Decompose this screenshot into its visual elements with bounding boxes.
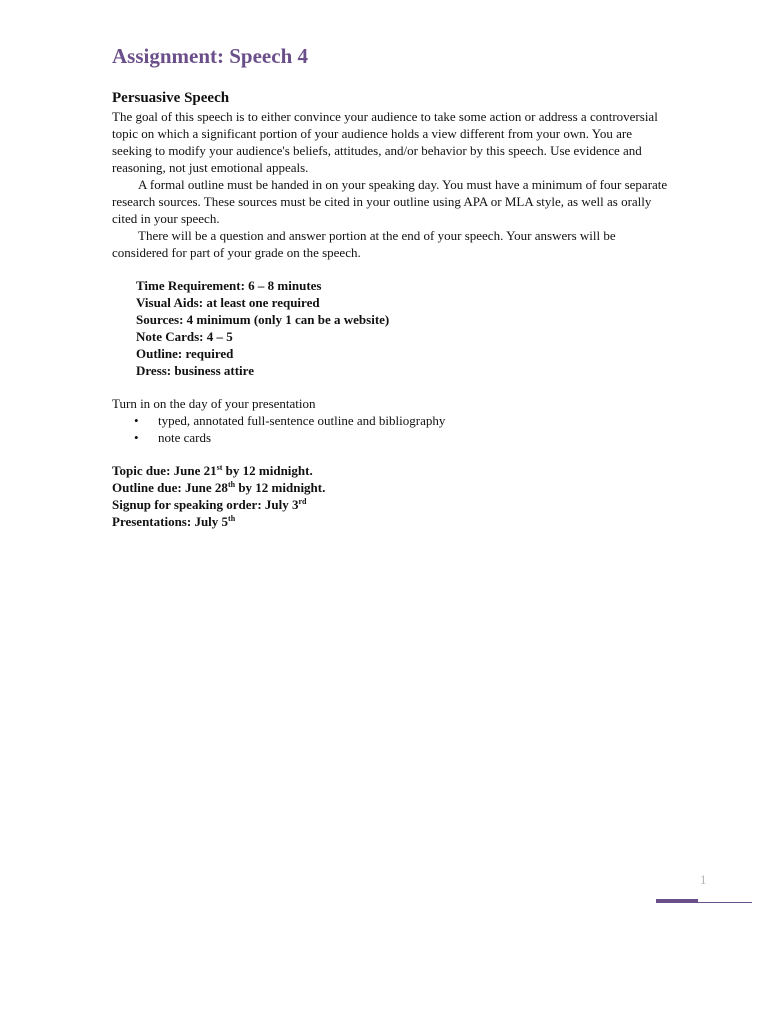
date-presentations <box>112 513 325 530</box>
requirement-item: Time Requirement: 6 – 8 minutes <box>136 278 322 293</box>
footer-accent-rule <box>656 899 698 903</box>
date-suffix: st <box>216 463 223 472</box>
turn-in-section <box>112 395 445 446</box>
body-text <box>112 108 672 261</box>
page-title: Assignment: Speech 4 <box>112 44 309 68</box>
date-outline-due <box>112 479 325 496</box>
requirement-item: Note Cards: 4 – 5 <box>136 329 233 344</box>
date-note: by 12 midnight. <box>222 463 313 478</box>
date-note: by 12 midnight. <box>235 480 326 495</box>
date-text: Signup for speaking order: July 3 <box>112 497 299 512</box>
list-item <box>112 412 445 429</box>
requirement-item: Dress: business attire <box>136 363 254 378</box>
turn-in-list <box>112 412 445 446</box>
requirement-item: Sources: 4 minimum (only 1 can be a website) <box>136 312 390 327</box>
list-item <box>112 429 445 446</box>
requirement-item: Visual Aids: at least one required <box>136 295 320 310</box>
bullet-icon: • <box>134 430 139 445</box>
list-item-text: typed, annotated full-sentence outline and bibliography <box>158 413 446 428</box>
date-suffix: th <box>227 480 236 489</box>
turn-in-heading: Turn in on the day of your presentation <box>112 396 316 411</box>
section-heading: Persuasive Speech <box>112 90 230 106</box>
date-text: Outline due: June 28 <box>112 480 228 495</box>
date-topic-due <box>112 462 325 479</box>
due-dates <box>112 462 325 530</box>
requirements-list <box>136 277 389 379</box>
date-suffix: rd <box>298 497 307 506</box>
paragraph: The goal of this speech is to either convince your audience to take some action or address a controversial topic on which a significant portion of your audience holds a view different from your own. You are seeking to modify your audience's beliefs, attitudes, and/or behavior by this speech. Use evidence and reasoning, not just emotional appeals. <box>112 109 658 175</box>
paragraph: A formal outline must be handed in on your speaking day. You must have a minimum of four separate research sources. These sources must be cited in your outline using APA or MLA style, as well as orally cited in your speech. <box>112 177 668 226</box>
paragraph: There will be a question and answer portion at the end of your speech. Your answers will be considered for part of your grade on the speech. <box>112 228 616 260</box>
footer-rule <box>698 902 752 903</box>
list-item-text: note cards <box>158 430 212 445</box>
date-text: Presentations: July 5 <box>112 514 229 529</box>
date-suffix: th <box>228 514 236 523</box>
date-text: Topic due: June 21 <box>112 463 217 478</box>
date-signup <box>112 496 325 513</box>
requirement-item: Outline: required <box>136 346 234 361</box>
page-number: 1 <box>700 872 707 887</box>
bullet-icon: • <box>134 413 139 428</box>
